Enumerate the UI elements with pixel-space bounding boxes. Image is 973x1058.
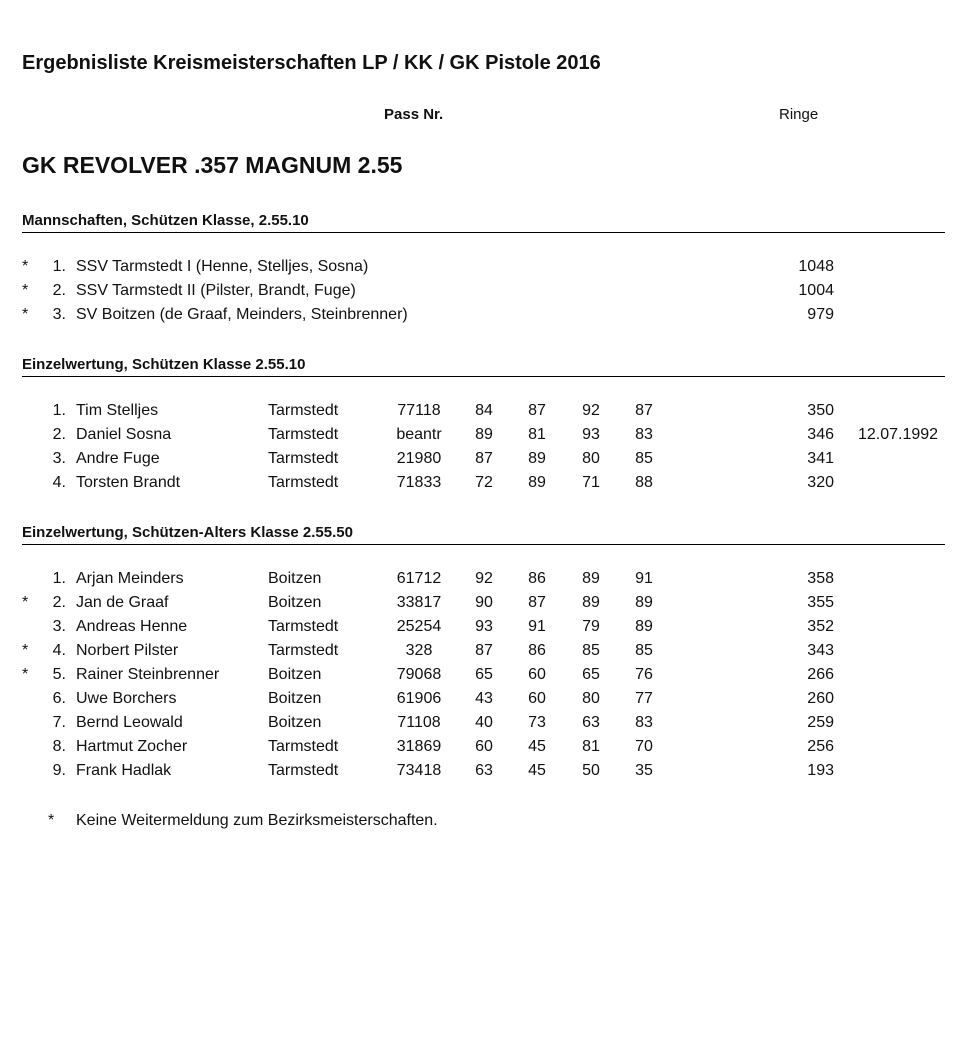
- series-3: 79: [582, 618, 600, 635]
- club: Tarmstedt: [268, 402, 339, 419]
- series-4: 87: [635, 402, 653, 419]
- series-4: 85: [635, 642, 653, 659]
- club: Tarmstedt: [268, 450, 339, 467]
- series-1: 60: [475, 738, 493, 755]
- total-rings: 266: [807, 666, 834, 683]
- star-mark: *: [22, 666, 29, 683]
- series-1: 87: [475, 450, 493, 467]
- section-title-individual: Einzelwertung, Schützen Klasse 2.55.10: [22, 356, 306, 373]
- shooter-row: [0, 474, 973, 498]
- team-name: SSV Tarmstedt II (Pilster, Brandt, Fuge): [76, 282, 356, 299]
- pass-number: 73418: [396, 762, 442, 779]
- team-row: [0, 306, 973, 330]
- series-3: 92: [582, 402, 600, 419]
- rank: 9.: [52, 762, 66, 779]
- pass-number: beantr: [396, 426, 442, 443]
- series-1: 89: [475, 426, 493, 443]
- shooter-row: [0, 714, 973, 738]
- club: Tarmstedt: [268, 738, 339, 755]
- series-3: 81: [582, 738, 600, 755]
- series-2: 89: [528, 450, 546, 467]
- section-title-seniors: Einzelwertung, Schützen-Alters Klasse 2.55.50: [22, 524, 353, 541]
- rank: 2.: [52, 282, 66, 299]
- club: Tarmstedt: [268, 618, 339, 635]
- club: Boitzen: [268, 570, 322, 587]
- pass-number: 77118: [397, 402, 441, 419]
- shooter-name: Torsten Brandt: [76, 474, 181, 491]
- series-2: 87: [528, 402, 546, 419]
- club: Tarmstedt: [268, 762, 339, 779]
- club: Boitzen: [268, 594, 322, 611]
- team-name: SSV Tarmstedt I (Henne, Stelljes, Sosna): [76, 258, 369, 275]
- series-2: 91: [528, 618, 546, 635]
- series-2: 86: [528, 570, 546, 587]
- section-title-teams: Mannschaften, Schützen Klasse, 2.55.10: [22, 212, 309, 229]
- shooter-name: Hartmut Zocher: [76, 738, 188, 755]
- total-rings: 979: [807, 306, 834, 323]
- star-mark: *: [22, 594, 29, 611]
- series-2: 87: [528, 594, 546, 611]
- series-1: 93: [475, 618, 493, 635]
- series-2: 89: [528, 474, 546, 491]
- rank: 3.: [52, 618, 66, 635]
- shooter-row: [0, 618, 973, 642]
- pass-number: 328: [405, 642, 433, 659]
- series-4: 77: [635, 690, 653, 707]
- club: Tarmstedt: [268, 426, 339, 443]
- rank: 6.: [52, 690, 66, 707]
- shooter-row: [0, 426, 973, 450]
- pass-number: 21980: [396, 450, 442, 467]
- rank: 4.: [52, 642, 66, 659]
- shooter-row: [0, 738, 973, 762]
- series-4: 83: [635, 714, 653, 731]
- rank: 3.: [52, 450, 66, 467]
- rank: 3.: [52, 306, 66, 323]
- shooter-name: Arjan Meinders: [76, 570, 184, 587]
- pass-number: 25254: [396, 618, 442, 635]
- star-mark: *: [22, 306, 29, 323]
- pass-number: 31869: [396, 738, 442, 755]
- shooter-name: Rainer Steinbrenner: [76, 666, 220, 683]
- total-rings: 346: [807, 426, 834, 443]
- shooter-row: [0, 666, 973, 690]
- footnote-star: *: [48, 812, 55, 829]
- shooter-name: Frank Hadlak: [76, 762, 172, 779]
- footnote-text: Keine Weitermeldung zum Bezirksmeisterschaften.: [76, 812, 438, 829]
- team-row: [0, 282, 973, 306]
- rank: 1.: [52, 570, 66, 587]
- shooter-row: [0, 690, 973, 714]
- shooter-row: [0, 570, 973, 594]
- series-4: 83: [635, 426, 653, 443]
- series-4: 91: [635, 570, 653, 587]
- series-1: 90: [475, 594, 493, 611]
- shooter-name: Uwe Borchers: [76, 690, 177, 707]
- total-rings: 193: [807, 762, 834, 779]
- shooter-name: Daniel Sosna: [76, 426, 172, 443]
- series-1: 87: [475, 642, 493, 659]
- series-2: 45: [528, 738, 546, 755]
- rank: 7.: [52, 714, 66, 731]
- pass-nr-header: Pass Nr.: [384, 106, 444, 123]
- series-2: 86: [528, 642, 546, 659]
- total-rings: 358: [807, 570, 834, 587]
- shooter-row: [0, 402, 973, 426]
- series-3: 89: [582, 570, 600, 587]
- series-1: 92: [475, 570, 493, 587]
- shooter-name: Jan de Graaf: [76, 594, 169, 611]
- pass-number: 71833: [396, 474, 442, 491]
- series-1: 43: [475, 690, 493, 707]
- series-3: 71: [582, 474, 600, 491]
- shooter-name: Norbert Pilster: [76, 642, 179, 659]
- team-row: [0, 258, 973, 282]
- rank: 2.: [52, 594, 66, 611]
- club: Boitzen: [268, 714, 322, 731]
- total-rings: 1048: [798, 258, 834, 275]
- total-rings: 343: [807, 642, 834, 659]
- rank: 4.: [52, 474, 66, 491]
- series-3: 63: [582, 714, 600, 731]
- total-rings: 350: [807, 402, 834, 419]
- series-3: 65: [582, 666, 600, 683]
- shooter-row: [0, 594, 973, 618]
- series-4: 89: [635, 594, 653, 611]
- shooter-name: Bernd Leowald: [76, 714, 183, 731]
- series-3: 85: [582, 642, 600, 659]
- series-4: 85: [635, 450, 653, 467]
- rank: 8.: [52, 738, 66, 755]
- series-3: 89: [582, 594, 600, 611]
- section-divider: [22, 544, 945, 545]
- series-1: 72: [475, 474, 493, 491]
- club: Tarmstedt: [268, 474, 339, 491]
- series-1: 40: [475, 714, 493, 731]
- series-2: 73: [528, 714, 546, 731]
- series-1: 65: [475, 666, 493, 683]
- shooter-row: [0, 642, 973, 666]
- club: Boitzen: [268, 666, 322, 683]
- series-3: 93: [582, 426, 600, 443]
- ringe-header: Ringe: [779, 106, 819, 123]
- document-title: Ergebnisliste Kreismeisterschaften LP / KK / GK Pistole 2016: [22, 52, 601, 74]
- club: Boitzen: [268, 690, 322, 707]
- total-rings: 259: [807, 714, 834, 731]
- pass-number: 71108: [397, 714, 441, 731]
- series-3: 50: [582, 762, 600, 779]
- discipline-title: GK REVOLVER .357 MAGNUM 2.55: [22, 152, 403, 178]
- rank: 2.: [52, 426, 66, 443]
- series-2: 81: [528, 426, 546, 443]
- total-rings: 355: [807, 594, 834, 611]
- series-3: 80: [582, 690, 600, 707]
- series-2: 60: [528, 666, 546, 683]
- series-2: 45: [528, 762, 546, 779]
- shooter-name: Andre Fuge: [76, 450, 160, 467]
- series-4: 70: [635, 738, 653, 755]
- pass-number: 79068: [396, 666, 442, 683]
- star-mark: *: [22, 282, 29, 299]
- series-4: 35: [635, 762, 653, 779]
- shooter-row: [0, 762, 973, 786]
- shooter-row: [0, 450, 973, 474]
- star-mark: *: [22, 258, 29, 275]
- total-rings: 260: [807, 690, 834, 707]
- club: Tarmstedt: [268, 642, 339, 659]
- shooter-name: Tim Stelljes: [76, 402, 159, 419]
- rank: 1.: [52, 258, 66, 275]
- star-mark: *: [22, 642, 29, 659]
- section-divider: [22, 376, 945, 377]
- series-1: 63: [475, 762, 493, 779]
- pass-number: 61906: [396, 690, 442, 707]
- total-rings: 320: [807, 474, 834, 491]
- series-3: 80: [582, 450, 600, 467]
- shooter-name: Andreas Henne: [76, 618, 188, 635]
- series-4: 89: [635, 618, 653, 635]
- rank: 1.: [52, 402, 66, 419]
- rank: 5.: [52, 666, 66, 683]
- total-rings: 1004: [798, 282, 834, 299]
- total-rings: 256: [807, 738, 834, 755]
- series-1: 84: [475, 402, 493, 419]
- team-name: SV Boitzen (de Graaf, Meinders, Steinbrenner): [76, 306, 408, 323]
- total-rings: 352: [807, 618, 834, 635]
- series-4: 88: [635, 474, 653, 491]
- section-divider: [22, 232, 945, 233]
- pass-number: 61712: [396, 570, 442, 587]
- series-2: 60: [528, 690, 546, 707]
- pass-number: 33817: [396, 594, 442, 611]
- total-rings: 341: [807, 450, 834, 467]
- extra-note: 12.07.1992: [858, 426, 939, 443]
- series-4: 76: [635, 666, 653, 683]
